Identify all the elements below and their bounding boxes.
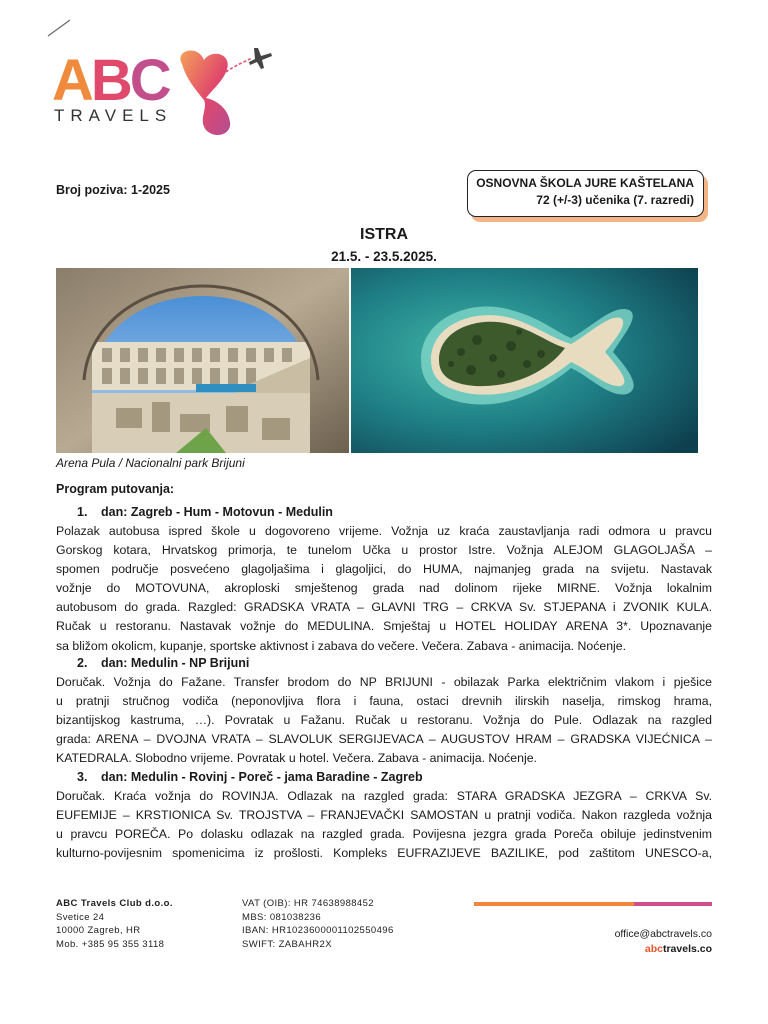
- day-description: Polazak autobusa ispred škole u dogovoreno vrijeme. Vožnja uz kraća zaustavljanja radi odmora u pravcu Gorskog kotara, Hrvatskog primorja, te tunelom Učka u prostor Istre. Vožnja ALEJOM GLAGOLJAŠA – spomen područje posvećeno glagoljašima i glagoljici, do HUMA, najmanjeg grada na svijetu. Nastavak vožnje do MOTOVUNA, akroploski smještenog grada nad dolinom rijeke MIRNE. Vožnja lokalnim autobusom do grada. Razgled: GRADSKA VRATA – GLAVNI TRG – CRKVA Sv. STJEPANA i ZVONIK KULA. Ručak u restoranu. Nastavak vožnje do MEDULINA. Smještaj u HOTEL HOLIDAY ARENA 3*. Upoznavanje sa bližom okolicm, kupanje, sportske aktivnost i zabava do večere. Večera. Zabava - animacija. Noćenje.: [56, 524, 712, 653]
- day-3-section: [56, 768, 712, 863]
- company-mobile: Mob. +385 95 355 3118: [56, 938, 165, 950]
- student-count: 72 (+/-3) učenika (7. razredi): [536, 193, 694, 207]
- company-logo: [52, 42, 272, 142]
- heart-airplane-icon: [168, 42, 278, 142]
- mbs-number: MBS: 081038236: [242, 911, 322, 923]
- vat-number: VAT (OIB): HR 74638988452: [242, 898, 374, 909]
- website-link[interactable]: abctravels.co: [644, 943, 712, 955]
- swift-code: SWIFT: ZABAHR2X: [242, 938, 332, 950]
- company-street: Svetice 24: [56, 911, 105, 923]
- iban-number: IBAN: HR1023600001102550496: [242, 925, 394, 936]
- day-description: Doručak. Vožnja do Fažane. Transfer brodom do NP BRIJUNI - obilazak Parka električnim vlakom i pješice u pratnji stručnog vodiča (neponovljiva flora i fauna, ostaci drevnih ilirskih naselja, rimskog hrama, bizantijskog kastruma, …). Povratak u Fažanu. Ručak u restoranu. Vožnja do Pule. Odlazak na razgled grada: ARENA – DVOJNA VRATA – SLAVOLUK SERGIJEVACA – AUGUSTOV HRAM – GRADSKA VIJEĆNICA – KATEDRALA. Slobodno vrijeme. Povratak u hotel. Večera. Zabava - animacija. Noćenje.: [56, 675, 712, 766]
- day-heading: 2. dan: Medulin - NP Brijuni: [77, 656, 250, 670]
- email-link[interactable]: office@abctravels.co: [614, 928, 712, 940]
- day-heading: 1. dan: Zagreb - Hum - Motovun - Medulin: [77, 505, 333, 519]
- company-name: ABC Travels Club d.o.o.: [56, 898, 173, 909]
- school-info-box: [467, 170, 704, 217]
- day-description: Doručak. Kraća vožnja do ROVINJA. Odlazak na razgled grada: STARA GRADSKA JEZGRA – CRKVA Sv. EUFEMIJE – KRSTIONICA Sv. TROJSTVA – FRANJEVAČKI SAMOSTAN u pratnji vodiča. Nakon razgleda vožnja u pravcu POREČA. Po dolasku odlazak na razgled grada. Povijesna jezgra grada Poreča obiluje jedinstvenim kulturno-povijesnim spomenicima iz prošlosti. Kompleks EUFRAZIJEVE BAZILIKE, pod zaštitom UNESCO-a,: [56, 789, 712, 861]
- school-name: OSNOVNA ŠKOLA JURE KAŠTELANA: [476, 176, 694, 190]
- footer-legal-info: [242, 897, 394, 951]
- footer-contact: [615, 927, 712, 957]
- day-2-section: [56, 654, 712, 768]
- pen-mark: [46, 18, 72, 38]
- footer-company-info: [56, 897, 173, 951]
- logo-wordmark: ABC: [52, 48, 169, 113]
- photo-caption: Arena Pula / Nacionalni park Brijuni: [56, 456, 245, 470]
- brijuni-island-photo: [351, 268, 698, 453]
- logo-subtitle: TRAVELS: [54, 106, 173, 125]
- trip-dates: 21.5. - 23.5.2025.: [331, 249, 437, 264]
- invitation-number: Broj poziva: 1-2025: [56, 183, 170, 197]
- company-city: 10000 Zagreb, HR: [56, 925, 141, 936]
- arena-pula-photo: [56, 268, 349, 453]
- footer-color-bar: [474, 902, 712, 906]
- trip-title: ISTRA: [360, 226, 408, 243]
- day-1-section: [56, 503, 712, 656]
- program-heading: Program putovanja:: [56, 482, 175, 496]
- day-heading: 3. dan: Medulin - Rovinj - Poreč - jama Baradine - Zagreb: [77, 770, 423, 784]
